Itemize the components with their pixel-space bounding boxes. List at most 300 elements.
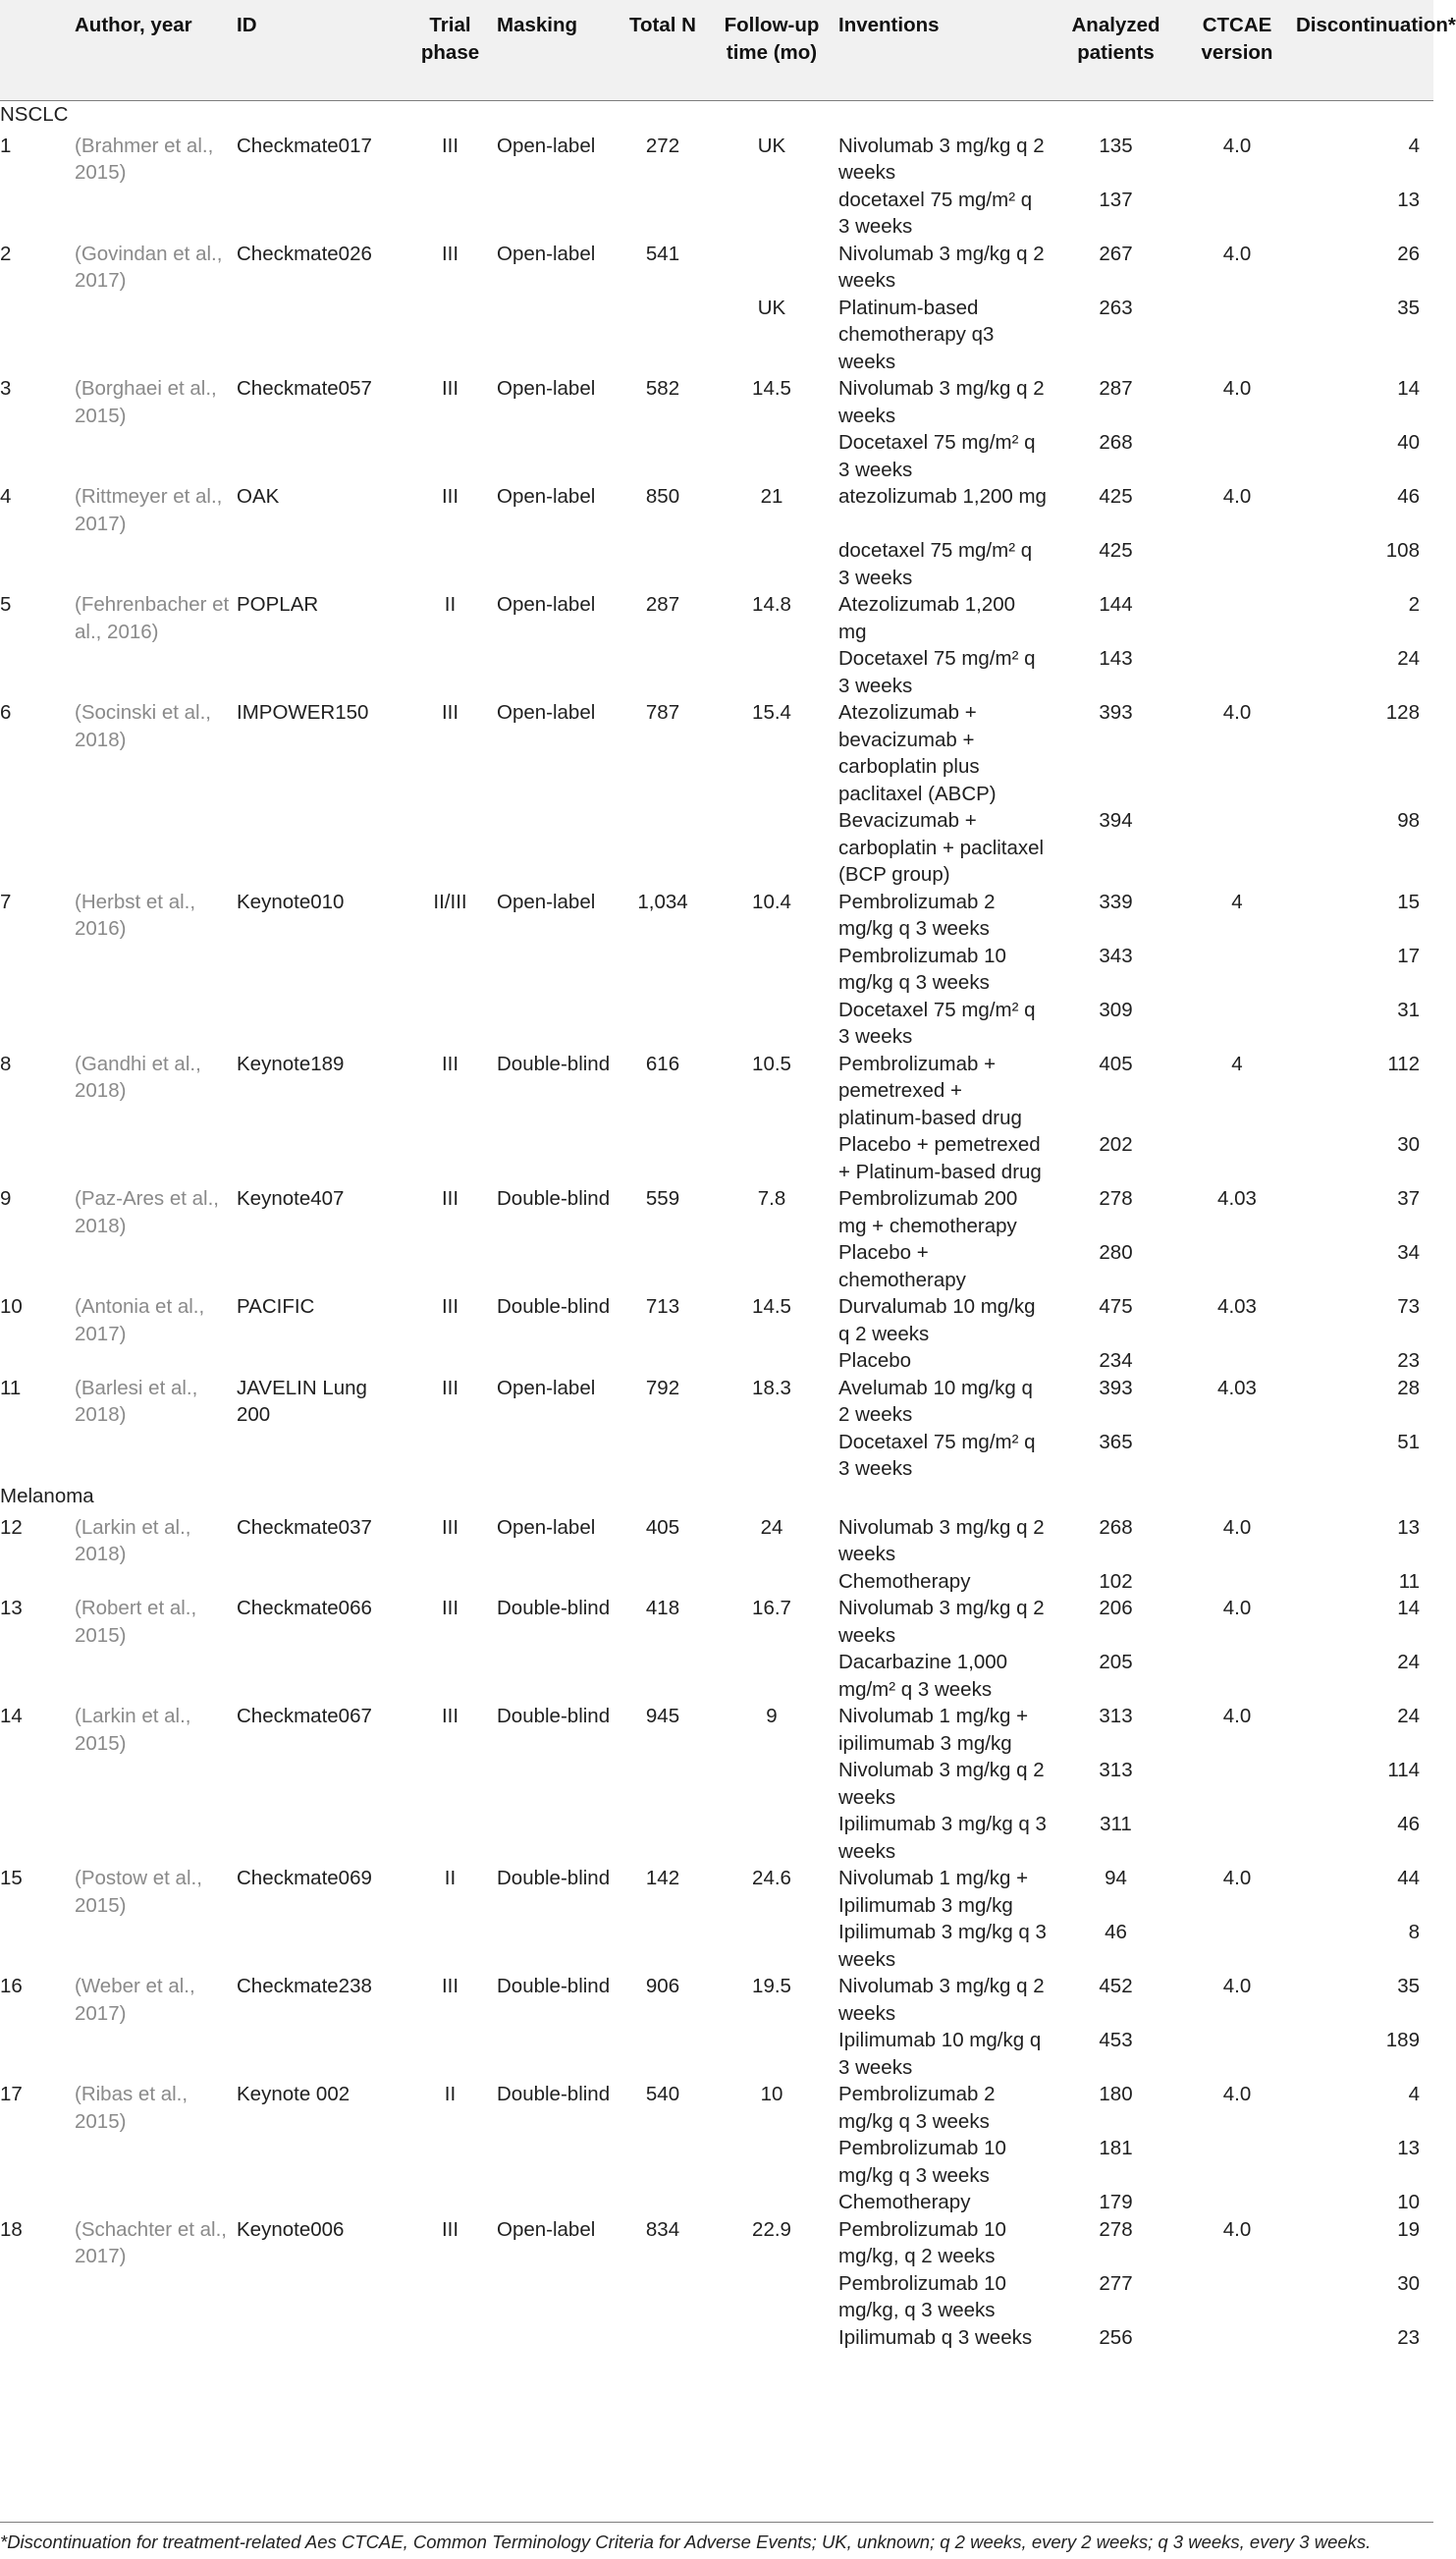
total-n [618, 1239, 708, 1293]
author-year [72, 2027, 234, 2081]
trial-id: Checkmate057 [237, 377, 372, 400]
trial-phase: III [441, 1376, 459, 1399]
trial-id: Checkmate238 [237, 1975, 372, 1997]
follow-up [708, 2135, 836, 2189]
table-row [0, 2027, 1433, 2081]
ctcae-version [1181, 1649, 1293, 1703]
follow-up [708, 241, 836, 295]
intervention: Bevacizumab + carboplatin + paclitaxel (BCP group) [838, 809, 1045, 886]
table-row [0, 2270, 1433, 2324]
total-n [618, 807, 708, 889]
analyzed-patients: 393 [1099, 1376, 1133, 1399]
trial-number [0, 537, 72, 591]
follow-up [708, 997, 836, 1051]
masking: Open-label [497, 485, 596, 508]
trial-number [0, 1347, 72, 1375]
trial-phase [406, 187, 494, 241]
follow-up [708, 1239, 836, 1293]
table-row [0, 2189, 1433, 2216]
total-n [618, 1757, 708, 1811]
trial-id [234, 2324, 406, 2352]
total-n [618, 997, 708, 1051]
masking: Double-blind [497, 1052, 611, 1075]
trial-id: Keynote407 [237, 1187, 345, 1210]
analyzed-patients: 309 [1099, 998, 1133, 1021]
table-row [0, 2324, 1433, 2352]
table-row [0, 1811, 1433, 1865]
intervention: Atezolizumab + bevacizumab + carboplatin plus paclitaxel (ABCP) [838, 701, 997, 805]
trial-number: 17 [0, 2083, 23, 2105]
intervention: Ipilimumab 3 mg/kg q 3 weeks [838, 1921, 1047, 1971]
trial-id: POPLAR [237, 593, 319, 616]
total-n: 792 [645, 1376, 680, 1399]
ctcae-version [1181, 187, 1293, 241]
section-row [0, 100, 1433, 133]
masking [494, 429, 618, 483]
masking [494, 1811, 618, 1865]
trial-phase [406, 1919, 494, 1973]
author-year [72, 1568, 234, 1596]
masking [494, 1919, 618, 1973]
author-year: (Gandhi et al., 2018) [75, 1052, 201, 1102]
table-row [0, 591, 1433, 645]
header-follow-up: Follow-up time (mo) [724, 14, 820, 64]
header-row [0, 0, 1433, 100]
analyzed-patients: 180 [1099, 2083, 1133, 2105]
discontinuation: 24 [1397, 1705, 1420, 1727]
intervention: Pembrolizumab 2 mg/kg q 3 weeks [838, 890, 996, 940]
intervention: Chemotherapy [838, 1569, 971, 1593]
masking: Double-blind [497, 1187, 611, 1210]
trial-id [234, 295, 406, 376]
follow-up [708, 429, 836, 483]
footnote: *Discontinuation for treatment-related Aes CTCAE, Common Terminology Criteria for Adverse Events; UK, unknown; q 2 weeks, every 2 weeks; q 3 weeks, every 3 weeks. [0, 2532, 1372, 2552]
intervention: Pembrolizumab 200 mg + chemotherapy [838, 1187, 1018, 1237]
discontinuation: 17 [1397, 944, 1420, 967]
masking: Open-label [497, 1515, 596, 1539]
analyzed-patients: 278 [1099, 1187, 1133, 1210]
discontinuation: 34 [1397, 1241, 1420, 1264]
ctcae-version [1181, 295, 1293, 376]
follow-up [708, 943, 836, 997]
total-n [618, 1429, 708, 1483]
trial-phase: III [441, 134, 459, 157]
ctcae-version: 4.0 [1222, 134, 1252, 157]
ctcae-version [1181, 997, 1293, 1051]
trial-number [0, 2324, 72, 2352]
trial-id: Checkmate066 [237, 1597, 372, 1619]
trial-phase: III [441, 701, 459, 724]
author-year: (Fehrenbacher et al., 2016) [75, 593, 230, 643]
masking [494, 537, 618, 591]
trial-number [0, 1757, 72, 1811]
trial-phase: III [441, 485, 459, 508]
trial-phase [406, 2189, 494, 2216]
analyzed-patients: 452 [1099, 1975, 1133, 1997]
table-row [0, 699, 1433, 807]
discontinuation: 11 [1398, 1569, 1420, 1593]
trial-id [234, 187, 406, 241]
follow-up: 18.3 [752, 1376, 791, 1399]
masking [494, 645, 618, 699]
analyzed-patients: 205 [1099, 1651, 1133, 1673]
trial-number [0, 1239, 72, 1293]
table-row [0, 1757, 1433, 1811]
total-n: 418 [645, 1597, 680, 1619]
masking [494, 997, 618, 1051]
trial-number [0, 1568, 72, 1596]
table-row [0, 1429, 1433, 1483]
analyzed-patients: 263 [1099, 296, 1133, 319]
masking: Open-label [497, 593, 596, 616]
ctcae-version [1181, 943, 1293, 997]
ctcae-version: 4.0 [1222, 1867, 1252, 1889]
trial-phase [406, 2027, 494, 2081]
follow-up: 7.8 [757, 1187, 786, 1210]
intervention: Pembrolizumab 10 mg/kg, q 3 weeks [838, 2271, 1006, 2321]
trial-number [0, 943, 72, 997]
trial-phase: III [441, 1052, 459, 1075]
author-year: (Socinski et al., 2018) [75, 701, 211, 751]
masking [494, 2189, 618, 2216]
header-analyzed-patients: Analyzed patients [1071, 14, 1160, 64]
analyzed-patients: 313 [1099, 1759, 1133, 1781]
trial-phase [406, 645, 494, 699]
author-year [72, 2189, 234, 2216]
table-row [0, 1919, 1433, 1973]
total-n [618, 1649, 708, 1703]
discontinuation: 30 [1397, 2271, 1420, 2295]
intervention: Nivolumab 3 mg/kg q 2 weeks [838, 1975, 1045, 2025]
analyzed-patients: 313 [1099, 1705, 1133, 1727]
header-discontinuation: Discontinuation* [1296, 14, 1456, 36]
table-row [0, 1703, 1433, 1757]
intervention: Platinum-based chemotherapy q3 weeks [838, 296, 995, 373]
ctcae-version [1181, 537, 1293, 591]
total-n: 906 [645, 1975, 680, 1997]
trial-number [0, 1919, 72, 1973]
intervention: Placebo + pemetrexed + Platinum-based drug [838, 1133, 1042, 1183]
follow-up [708, 1347, 836, 1375]
ctcae-version: 4.03 [1217, 1295, 1257, 1318]
table-row [0, 1293, 1433, 1347]
ctcae-version [1181, 591, 1293, 645]
intervention: Nivolumab 1 mg/kg + Ipilimumab 3 mg/kg [838, 1867, 1029, 1917]
table-row [0, 1239, 1433, 1293]
author-year [72, 1757, 234, 1811]
discontinuation: 14 [1397, 377, 1420, 400]
table-row [0, 429, 1433, 483]
masking [494, 1757, 618, 1811]
intervention: Nivolumab 3 mg/kg q 2 weeks [838, 1597, 1045, 1647]
analyzed-patients: 425 [1099, 485, 1133, 508]
masking: Double-blind [497, 1295, 611, 1318]
header-total-n: Total N [629, 14, 696, 36]
author-year: (Postow et al., 2015) [75, 1867, 202, 1917]
analyzed-patients: 144 [1099, 593, 1133, 616]
analyzed-patients: 277 [1099, 2271, 1133, 2295]
ctcae-version [1181, 1347, 1293, 1375]
trial-phase: III [441, 1515, 459, 1539]
trial-number [0, 2189, 72, 2216]
table-row [0, 807, 1433, 889]
intervention: Nivolumab 3 mg/kg q 2 weeks [838, 1515, 1045, 1565]
discontinuation: 35 [1397, 1975, 1420, 1997]
follow-up: 14.5 [752, 1295, 791, 1318]
intervention: Chemotherapy [838, 2191, 971, 2213]
trial-number: 12 [0, 1515, 23, 1539]
masking [494, 2324, 618, 2352]
trial-number: 2 [0, 242, 12, 265]
ctcae-version [1181, 2270, 1293, 2324]
analyzed-patients: 268 [1099, 431, 1133, 454]
author-year [72, 997, 234, 1051]
intervention: Docetaxel 75 mg/m² q 3 weeks [838, 431, 1036, 481]
masking: Open-label [497, 134, 596, 157]
masking [494, 1568, 618, 1596]
intervention: Pembrolizumab 10 mg/kg, q 2 weeks [838, 2217, 1006, 2267]
trial-id [234, 2135, 406, 2189]
masking [494, 1131, 618, 1185]
analyzed-patients: 206 [1099, 1597, 1133, 1619]
author-year [72, 2270, 234, 2324]
follow-up [708, 1811, 836, 1865]
trial-phase: III [441, 1597, 459, 1619]
discontinuation: 44 [1397, 1867, 1420, 1889]
discontinuation: 4 [1408, 134, 1420, 157]
analyzed-patients: 234 [1099, 1349, 1133, 1372]
ctcae-version: 4.0 [1222, 377, 1252, 400]
total-n [618, 2189, 708, 2216]
masking [494, 1429, 618, 1483]
total-n: 616 [645, 1052, 680, 1075]
ctcae-version [1181, 645, 1293, 699]
trial-number: 4 [0, 485, 12, 508]
trial-number: 18 [0, 2217, 23, 2241]
author-year [72, 1811, 234, 1865]
trial-id [234, 2189, 406, 2216]
trial-number: 10 [0, 1295, 23, 1318]
total-n [618, 2324, 708, 2352]
masking: Open-label [497, 890, 596, 913]
intervention: Nivolumab 1 mg/kg + ipilimumab 3 mg/kg [838, 1705, 1029, 1755]
intervention: atezolizumab 1,200 mg [838, 485, 1047, 508]
table-row [0, 241, 1433, 295]
discontinuation: 24 [1397, 647, 1420, 670]
follow-up: 14.8 [752, 593, 791, 616]
trial-id [234, 1131, 406, 1185]
author-year [72, 1239, 234, 1293]
analyzed-patients: 268 [1099, 1515, 1133, 1539]
author-year [72, 1429, 234, 1483]
analyzed-patients: 46 [1105, 1921, 1127, 1943]
trial-number [0, 187, 72, 241]
intervention: Nivolumab 3 mg/kg q 2 weeks [838, 377, 1045, 427]
trial-id [234, 943, 406, 997]
section-label: NSCLC [0, 102, 69, 126]
discontinuation: 37 [1397, 1187, 1420, 1210]
total-n [618, 295, 708, 376]
trial-number [0, 1131, 72, 1185]
trial-id [234, 997, 406, 1051]
discontinuation: 19 [1397, 2217, 1420, 2241]
follow-up [708, 645, 836, 699]
author-year [72, 537, 234, 591]
discontinuation: 112 [1387, 1052, 1420, 1075]
follow-up [708, 2027, 836, 2081]
trial-phase: III [441, 1295, 459, 1318]
follow-up: 19.5 [752, 1975, 791, 1997]
ctcae-version: 4.0 [1222, 1975, 1252, 1997]
table-row [0, 483, 1433, 537]
author-year: (Weber et al., 2017) [75, 1975, 195, 2025]
trial-id: Keynote010 [237, 890, 345, 913]
author-year: (Govindan et al., 2017) [75, 242, 223, 292]
ctcae-version: 4.0 [1222, 2083, 1252, 2105]
section-row [0, 1483, 1433, 1514]
trial-id: Checkmate037 [237, 1515, 372, 1539]
trial-phase: III [441, 1975, 459, 1997]
trial-id: JAVELIN Lung 200 [237, 1376, 367, 1426]
ctcae-version [1181, 807, 1293, 889]
trial-id: OAK [237, 485, 280, 508]
author-year: (Barlesi et al., 2018) [75, 1376, 198, 1426]
header-inventions: Inventions [838, 14, 940, 36]
ctcae-version: 4.03 [1217, 1187, 1257, 1210]
header-ctcae-version: CTCAE version [1201, 14, 1273, 64]
table-row [0, 1649, 1433, 1703]
table-header [0, 0, 1456, 100]
trial-id: Keynote189 [237, 1052, 345, 1075]
trial-phase [406, 807, 494, 889]
discontinuation: 23 [1397, 1349, 1420, 1372]
analyzed-patients: 425 [1099, 539, 1133, 562]
trial-number [0, 1649, 72, 1703]
analyzed-patients: 278 [1099, 2217, 1133, 2241]
discontinuation: 24 [1397, 1651, 1420, 1673]
author-year: (Herbst et al., 2016) [75, 890, 196, 940]
table-row [0, 295, 1433, 376]
discontinuation: 128 [1385, 701, 1420, 724]
trial-id [234, 429, 406, 483]
trial-number [0, 295, 72, 376]
trial-id [234, 807, 406, 889]
trial-phase: II [444, 2083, 457, 2105]
table-row [0, 1347, 1433, 1375]
ctcae-version: 4.03 [1217, 1376, 1257, 1399]
trial-phase [406, 1757, 494, 1811]
table-row [0, 537, 1433, 591]
trial-number [0, 645, 72, 699]
trial-phase [406, 2270, 494, 2324]
total-n [618, 537, 708, 591]
section-label: Melanoma [0, 1484, 94, 1507]
total-n [618, 2270, 708, 2324]
ctcae-version: 4.0 [1222, 242, 1252, 265]
table-row [0, 2216, 1433, 2270]
table-row [0, 1595, 1433, 1649]
intervention: Docetaxel 75 mg/m² q 3 weeks [838, 647, 1036, 697]
trial-phase: III [441, 377, 459, 400]
discontinuation: 35 [1397, 296, 1420, 319]
trial-phase [406, 429, 494, 483]
trial-number: 1 [0, 134, 12, 157]
total-n: 1,034 [637, 890, 688, 913]
trial-number [0, 1811, 72, 1865]
table-row [0, 2081, 1433, 2135]
total-n: 540 [645, 2083, 680, 2105]
masking: Open-label [497, 242, 596, 265]
author-year: (Larkin et al., 2015) [75, 1705, 191, 1755]
trial-id [234, 645, 406, 699]
trial-number [0, 2135, 72, 2189]
intervention: Pembrolizumab 10 mg/kg q 3 weeks [838, 944, 1006, 994]
analyzed-patients: 287 [1099, 377, 1133, 400]
masking: Double-blind [497, 2083, 611, 2105]
follow-up [708, 1757, 836, 1811]
trial-phase [406, 1131, 494, 1185]
ctcae-version [1181, 1568, 1293, 1596]
intervention: Docetaxel 75 mg/m² q 3 weeks [838, 1430, 1036, 1480]
author-year: (Paz-Ares et al., 2018) [75, 1187, 219, 1237]
analyzed-patients: 365 [1099, 1430, 1133, 1453]
discontinuation: 40 [1397, 431, 1420, 454]
intervention: Pembrolizumab 10 mg/kg q 3 weeks [838, 2137, 1006, 2187]
analyzed-patients: 137 [1099, 188, 1133, 211]
trial-number: 7 [0, 890, 12, 913]
author-year: (Robert et al., 2015) [75, 1597, 197, 1647]
follow-up [708, 1131, 836, 1185]
total-n: 272 [645, 134, 680, 157]
trial-number: 8 [0, 1052, 12, 1075]
masking [494, 807, 618, 889]
table-row [0, 889, 1433, 943]
masking [494, 1347, 618, 1375]
analyzed-patients: 343 [1099, 944, 1133, 967]
trial-id [234, 1649, 406, 1703]
total-n: 834 [645, 2217, 680, 2241]
table-row [0, 375, 1433, 429]
total-n: 787 [645, 701, 680, 724]
header-index [0, 0, 72, 100]
discontinuation: 73 [1397, 1295, 1420, 1318]
table-row [0, 187, 1433, 241]
table-row [0, 133, 1433, 187]
discontinuation: 13 [1397, 1515, 1420, 1539]
masking [494, 943, 618, 997]
trial-phase: III [441, 1705, 459, 1727]
trial-phase: II [444, 1867, 457, 1889]
intervention: Pembrolizumab 2 mg/kg q 3 weeks [838, 2083, 996, 2133]
table-row [0, 1568, 1433, 1596]
discontinuation: 8 [1408, 1921, 1420, 1943]
discontinuation: 30 [1397, 1133, 1420, 1156]
intervention: Placebo + chemotherapy [838, 1241, 966, 1291]
trial-phase [406, 1811, 494, 1865]
follow-up: 10 [760, 2083, 783, 2105]
total-n [618, 1568, 708, 1596]
author-year [72, 943, 234, 997]
ctcae-version [1181, 1811, 1293, 1865]
total-n [618, 1347, 708, 1375]
masking [494, 1239, 618, 1293]
total-n [618, 645, 708, 699]
table-row [0, 2135, 1433, 2189]
total-n: 559 [645, 1187, 680, 1210]
masking: Open-label [497, 1376, 596, 1399]
trial-phase: II [444, 593, 457, 616]
author-year: (Rittmeyer et al., 2017) [75, 485, 223, 535]
